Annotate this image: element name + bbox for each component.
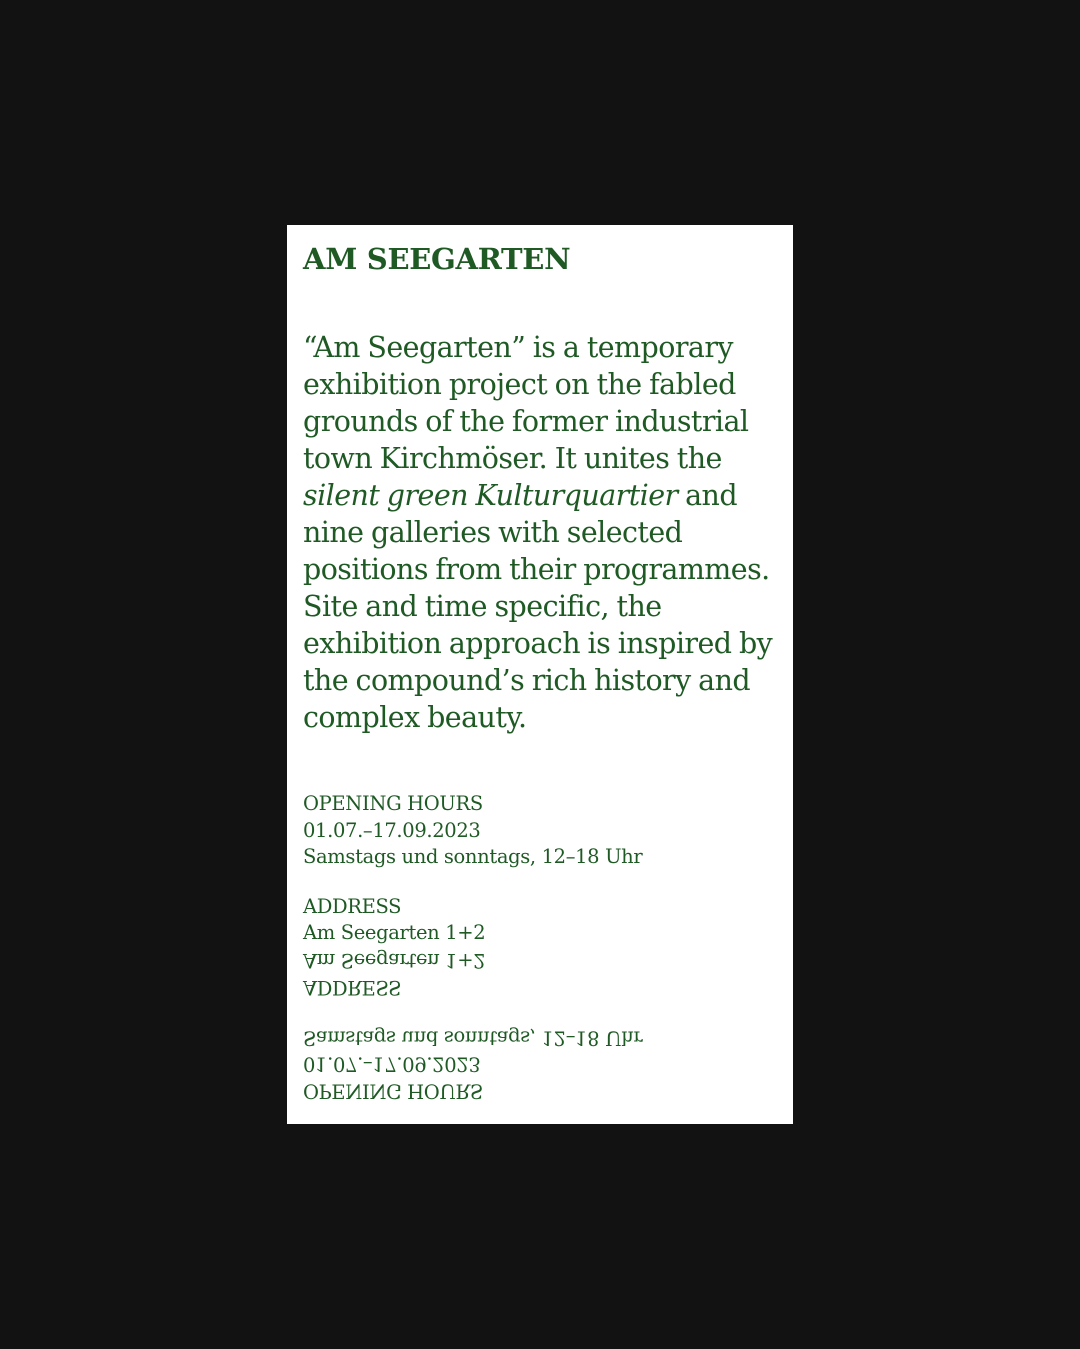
mirrored-address-section	[303, 947, 783, 1000]
mirrored-opening-times: Samstags und sonntags, 12–18 Uhr	[303, 1026, 643, 1049]
address-section	[303, 894, 783, 947]
description-text-start: “Am Seegarten” is a temporary exhibition project on the fabled grounds of the former industrial town Kirchmöser. It unites the	[303, 331, 749, 475]
description-text-end: and nine galleries with selected positions from their programmes. Site and time specific, the exhibition approach is inspired by the compound’s rich history and complex beauty.	[303, 479, 773, 734]
opening-hours-section	[303, 791, 783, 871]
address-heading: ADDRESS	[303, 894, 402, 918]
info-card	[287, 225, 793, 1124]
page-title: AM SEEGARTEN	[303, 242, 571, 276]
opening-times: Samstags und sonntags, 12–18 Uhr	[303, 845, 643, 868]
description-paragraph	[303, 329, 783, 736]
mirrored-address-heading: ADDRESS	[303, 975, 402, 999]
mirrored-opening-hours-section	[303, 1024, 783, 1104]
description-emphasis: silent green Kulturquartier	[303, 479, 678, 512]
address-street: Am Seegarten 1+2	[303, 921, 486, 944]
mirrored-opening-hours-heading: OPENING HOURS	[303, 1079, 483, 1102]
mirrored-address-street: Am Seegarten 1+2	[303, 949, 486, 972]
opening-dates: 01.07.–17.09.2023	[303, 818, 481, 842]
opening-hours-heading: OPENING HOURS	[303, 792, 483, 815]
mirrored-opening-dates: 01.07.–17.09.2023	[303, 1052, 481, 1076]
